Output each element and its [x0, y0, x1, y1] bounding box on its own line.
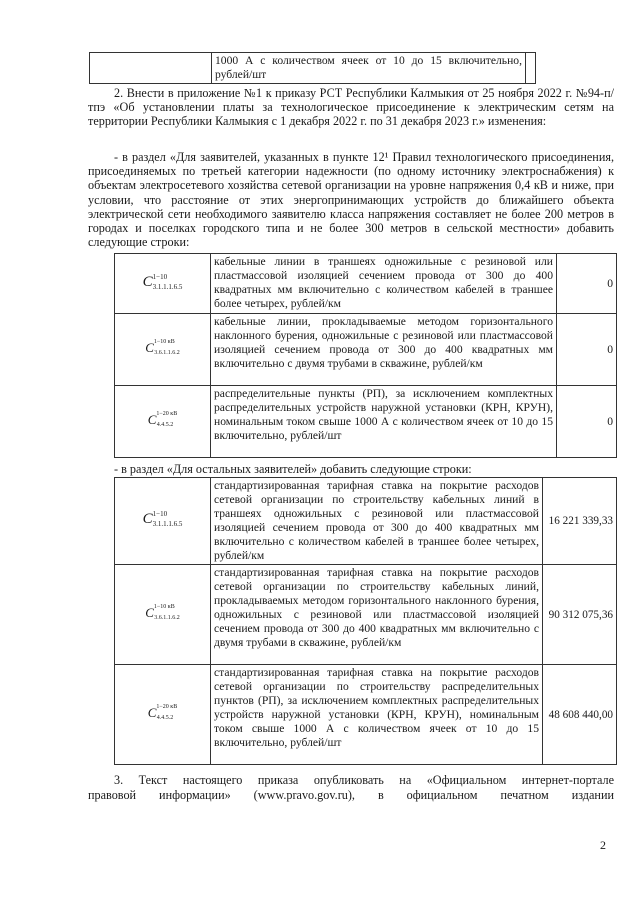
value-cell: 0 — [557, 314, 617, 386]
description-cell: кабельные линии в траншеях одножильные с резиновой или пластмассовой изоляцией сечением провода от 300 до 400 квадратных мм включительно с количеством кабелей в траншее более четырех, рублей/км — [211, 254, 557, 314]
paragraph-2: 2. Внести в приложение №1 к приказу РСТ Республики Калмыкия от 25 ноября 2022 г. №94-п/тпэ «Об установлении платы за технологическое присоединение к электрическим сетям на территории Республики Калмыкия с 1 декабря 2022 г. по 31 декабря 2023 г.» изменения: — [88, 86, 614, 129]
table-row — [115, 565, 617, 665]
paragraph-first-group: - в раздел «Для заявителей, указанных в пункте 12¹ Правил технологического присоединения, присоединяемых по третьей категории надежности (по одному источнику электроснабжения) к объектам электросетевого хозяйства сетевой организации на уровне напряжения 0,4 кВ и ниже, при условии, что расстояние от этих энергопринимающих устройств до ближайшего объекта электрической сети необходимого заявителю класса напряжения составляет не более 200 метров в городах и поселках городского типа и не более 300 метров в сельской местности» добавить следующие строки: — [88, 150, 614, 250]
page-number: 2 — [600, 838, 606, 852]
rate-code-cell: C1−10 3.1.1.1.6.5 — [115, 478, 211, 565]
description-cell: стандартизированная тарифная ставка на покрытие расходов сетевой организации по строительству кабельных линий, прокладываемых методом горизонтального наклонного бурения, одножильных с резиновой или пластмассовой изоляцией сечением провода от 300 до 400 квадратных мм включительно с двумя трубами в скважине, рублей/км — [211, 565, 543, 665]
table-row — [115, 478, 617, 565]
value-cell — [526, 53, 536, 84]
table-row — [115, 314, 617, 386]
table-row — [90, 53, 536, 84]
rate-code-cell: C1−10 кВ 3.6.1.1.6.2 — [115, 314, 211, 386]
top-continuation-table — [89, 52, 536, 84]
table-row — [115, 254, 617, 314]
code-cell — [90, 53, 212, 84]
table-second-group — [114, 477, 617, 765]
description-cell: кабельные линии, прокладываемые методом горизонтального наклонного бурения, одножильные с резиновой или пластмассовой изоляцией сечением провода от 300 до 400 квадратных мм включительно с двумя трубами в скважине, рублей/км — [211, 314, 557, 386]
table-first-group — [114, 253, 617, 458]
value-cell: 16 221 339,33 — [543, 478, 617, 565]
description-cell: стандартизированная тарифная ставка на покрытие расходов сетевой организации по строительству распределительных пунктов (РП), за исключением комплектных распределительных устройств наружной установки (КРН, КРУН), номинальным током свыше 1000 А с количеством ячеек от 10 до 15 включительно, рублей/шт — [211, 665, 543, 765]
rate-code-cell: C1−10 3.1.1.1.6.5 — [115, 254, 211, 314]
value-cell: 0 — [557, 386, 617, 458]
description-cell: распределительные пункты (РП), за исключением комплектных распределительных устройств наружной установки (КРН, КРУН), номинальным током свыше 1000 А с количеством ячеек от 10 до 15 включительно, рублей/шт — [211, 386, 557, 458]
paragraph-3-line-1: 3. Текст настоящего приказа опубликовать на «Официальном интернет-портале — [114, 773, 614, 787]
value-cell: 0 — [557, 254, 617, 314]
paragraph-second-group: - в раздел «Для остальных заявителей» добавить следующие строки: — [114, 462, 472, 476]
rate-code-cell: C1−20 кВ 4.4.5.2 — [115, 386, 211, 458]
description-cell: стандартизированная тарифная ставка на покрытие расходов сетевой организации по строительству кабельных линий в траншеях одножильных с резиновой или пластмассовой изоляцией сечением провода от 300 до 400 квадратных мм включительно с количеством кабелей в траншее более четырех, рублей/км — [211, 478, 543, 565]
table-row — [115, 386, 617, 458]
paragraph-3-line-2: правовой информации» (www.pravo.gov.ru), в официальном печатном издании — [88, 788, 614, 802]
value-cell: 48 608 440,00 — [543, 665, 617, 765]
description-cell: 1000 А с количеством ячеек от 10 до 15 включительно, рублей/шт — [212, 53, 526, 84]
rate-code-cell: C1−10 кВ 3.6.1.1.6.2 — [115, 565, 211, 665]
table-row — [115, 665, 617, 765]
value-cell: 90 312 075,36 — [543, 565, 617, 665]
rate-code-cell: C1−20 кВ 4.4.5.2 — [115, 665, 211, 765]
